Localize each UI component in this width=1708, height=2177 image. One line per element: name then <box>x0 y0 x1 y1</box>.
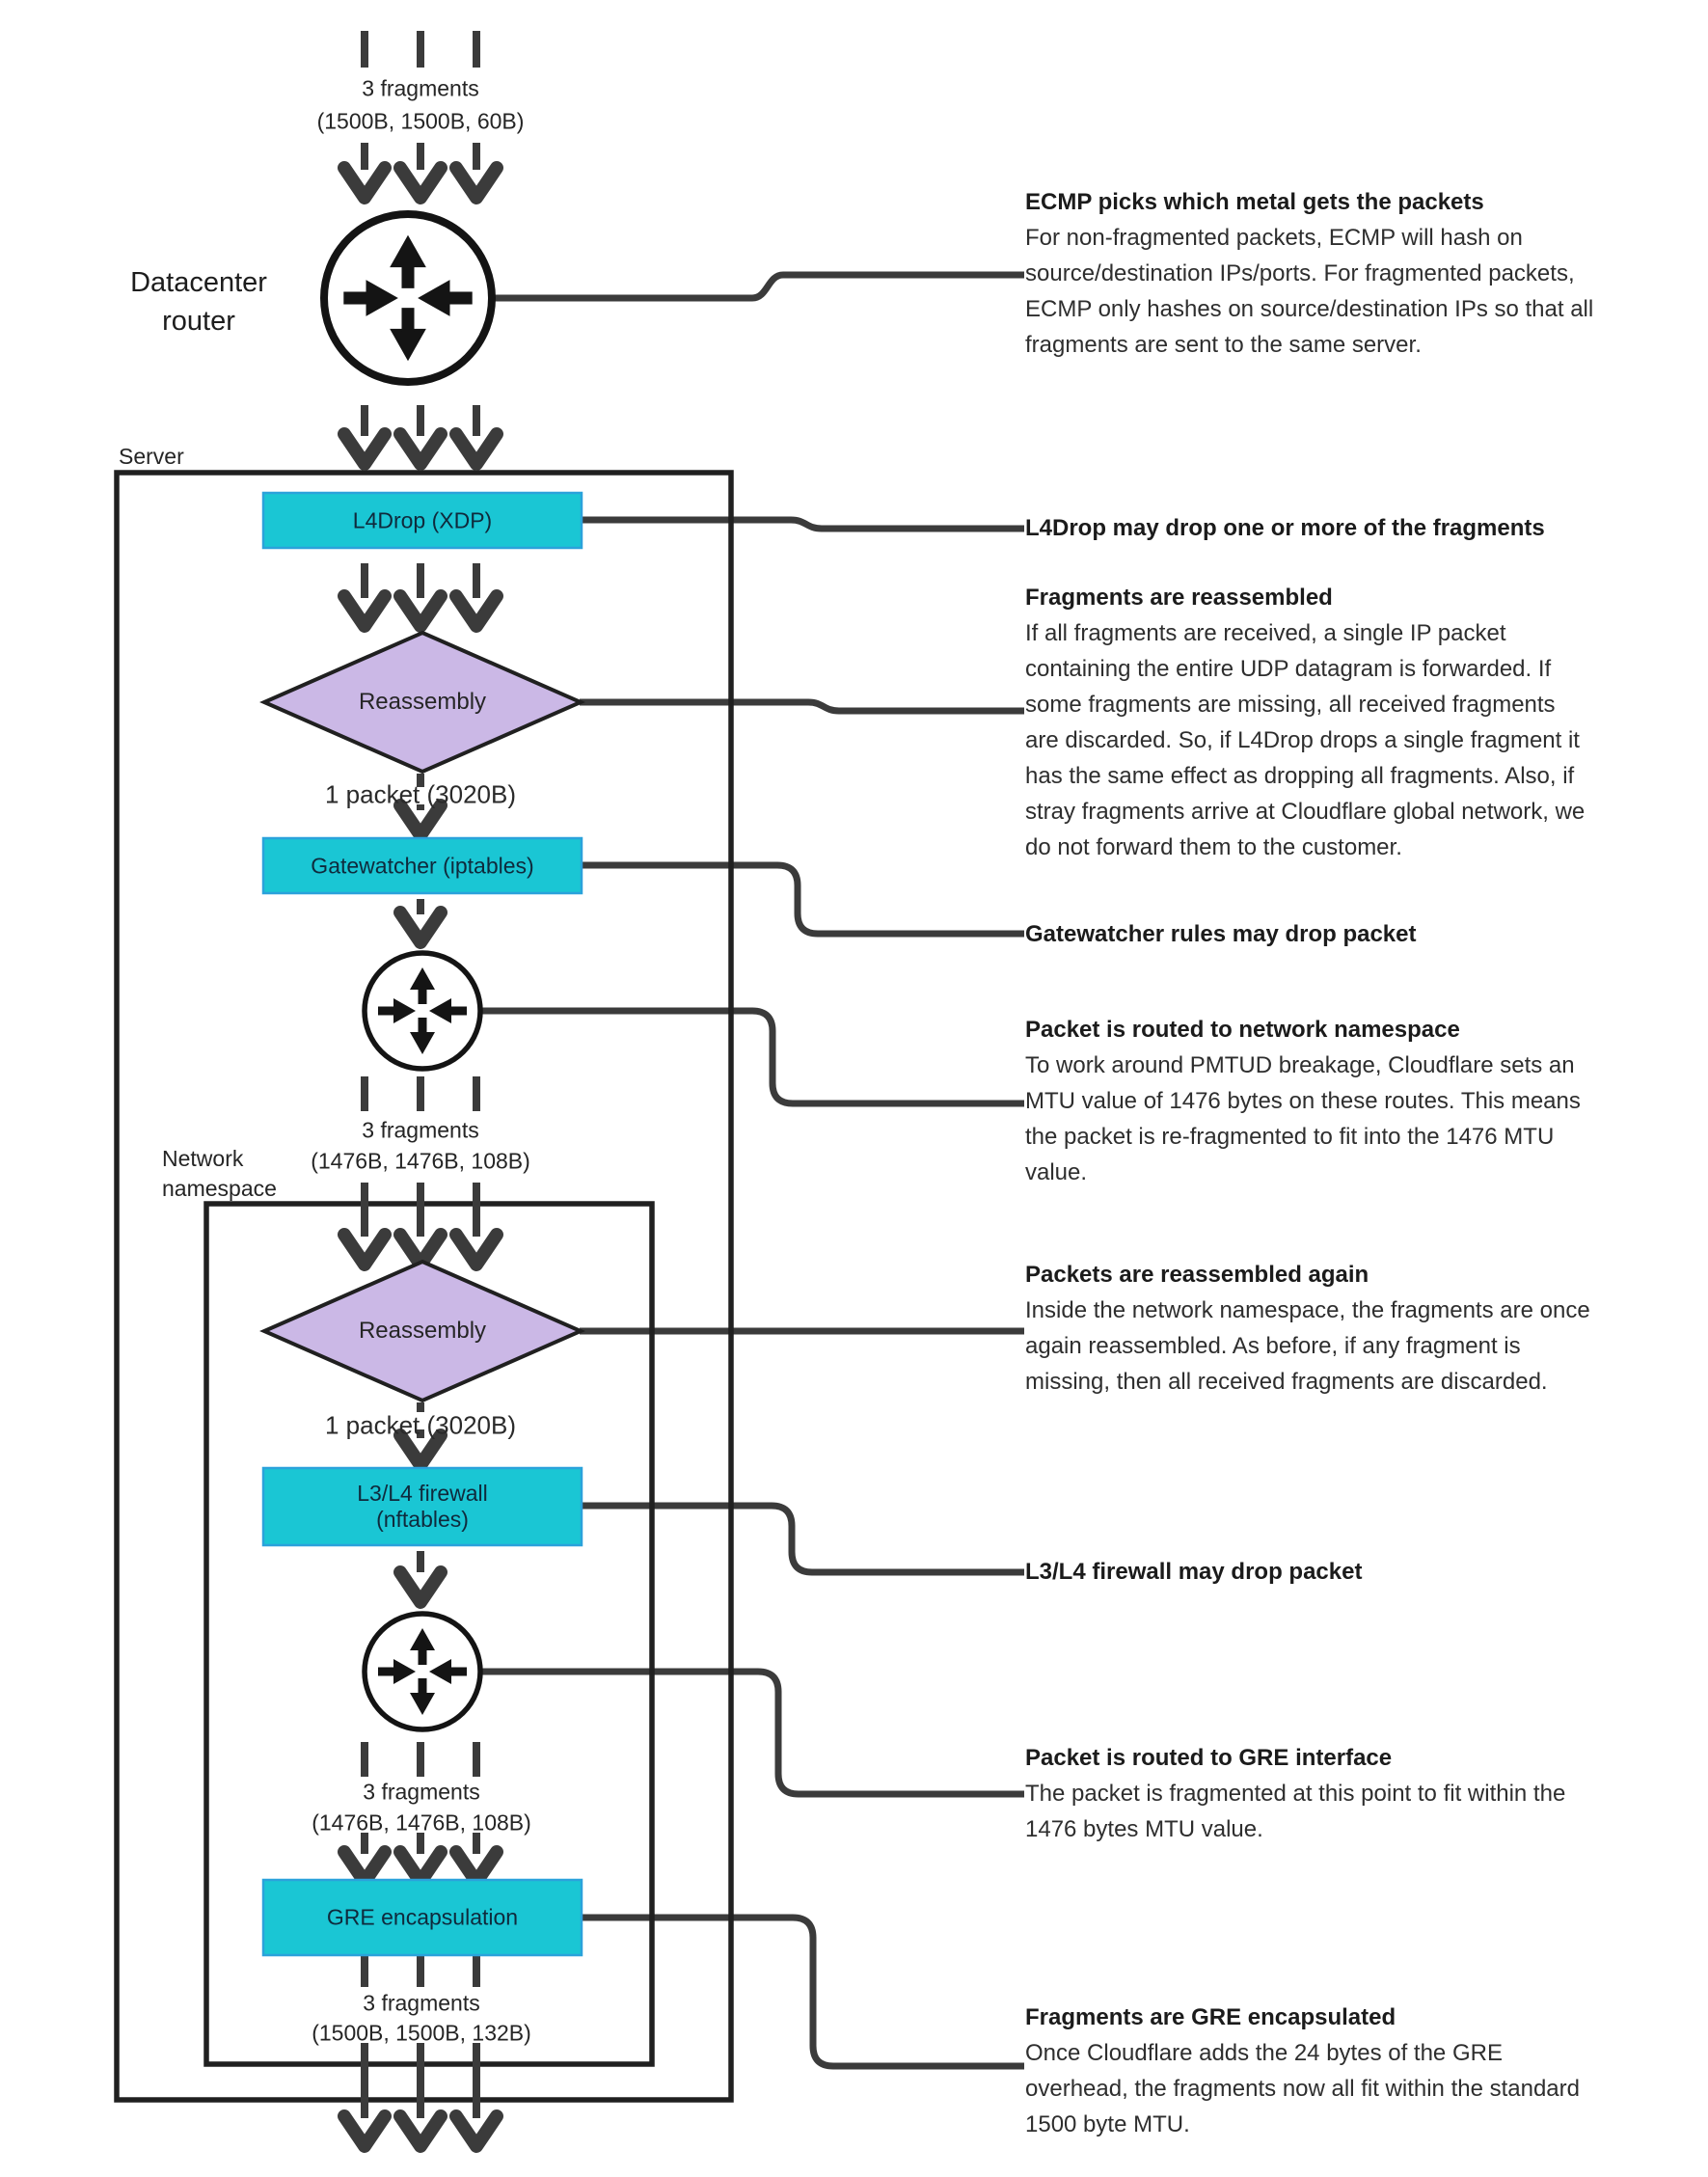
connector-ecmp <box>493 275 1024 298</box>
annotation-gre-interface <box>1025 1740 1708 1847</box>
annotation-line: some fragments are missing, all received fragments <box>1025 692 1556 718</box>
annotation-l3l4 <box>1025 1554 1708 1590</box>
network-namespace-label-line1: Network <box>162 1146 244 1171</box>
packet-1-label: 1 packet (3020B) <box>324 779 517 809</box>
l3l4-firewall-label-line1: L3/L4 firewall <box>357 1481 488 1506</box>
annotation-line: fragments are sent to the same server. <box>1025 332 1422 358</box>
bottom-fragments-sizes: (1500B, 1500B, 132B) <box>312 2020 531 2046</box>
annotation-l4drop <box>1025 510 1708 546</box>
annotation-line: stray fragments arrive at Cloudflare global network, we <box>1025 799 1586 825</box>
annotation-line: containing the entire UDP datagram is forwarded. If <box>1025 656 1552 682</box>
connector-gre-encap <box>583 1918 1024 2066</box>
annotation-line: MTU value of 1476 bytes on these routes. This means <box>1025 1088 1581 1114</box>
annotation-title: Fragments are reassembled <box>1025 585 1333 611</box>
annotation-line: value. <box>1025 1159 1088 1185</box>
annotation-line: ECMP only hashes on source/destination IPs so that all <box>1025 296 1594 322</box>
annotation-gatewatcher <box>1025 916 1708 952</box>
connector-l4drop <box>583 520 1024 529</box>
l3l4-firewall-label-line2: (nftables) <box>376 1507 469 1532</box>
annotation-reassembled <box>1025 580 1708 865</box>
annotation-line: To work around PMTUD breakage, Cloudflare sets an <box>1025 1052 1575 1078</box>
annotation-line: are discarded. So, if L4Drop drops a single fragment it <box>1025 727 1580 753</box>
router-icon-namespace <box>365 1614 480 1729</box>
l4drop-label: L4Drop (XDP) <box>352 507 493 533</box>
annotation-title: L4Drop may drop one or more of the fragments <box>1025 515 1545 541</box>
annotation-line: Inside the network namespace, the fragments are once <box>1025 1297 1590 1323</box>
annotation-line: 1476 bytes MTU value. <box>1025 1816 1263 1842</box>
annotation-line: For non-fragmented packets, ECMP will hash on <box>1025 225 1523 251</box>
bottom-fragments-label: 3 fragments <box>363 1990 480 2016</box>
gre-in-fragments-sizes: (1476B, 1476B, 108B) <box>312 1810 531 1836</box>
flow-arrows <box>344 143 497 2146</box>
reassembly-2-label: Reassembly <box>358 1318 487 1344</box>
annotation-title: Gatewatcher rules may drop packet <box>1025 921 1417 947</box>
annotation-line: 1500 byte MTU. <box>1025 2111 1190 2137</box>
annotation-line: Once Cloudflare adds the 24 bytes of the GRE <box>1025 2040 1503 2066</box>
annotation-title: Packets are reassembled again <box>1025 1262 1369 1288</box>
annotation-line: the packet is re-fragmented to fit into the 1476 MTU <box>1025 1124 1555 1150</box>
annotation-line: The packet is fragmented at this point to fit within the <box>1025 1781 1566 1807</box>
router-icon-server <box>365 953 480 1069</box>
annotation-title: Fragments are GRE encapsulated <box>1025 2004 1396 2030</box>
connector-l3l4 <box>583 1506 1024 1572</box>
annotation-title: Packet is routed to GRE interface <box>1025 1745 1393 1771</box>
top-fragments-sizes: (1500B, 1500B, 60B) <box>316 108 525 134</box>
datacenter-router-label-line2: router <box>162 306 235 337</box>
annotation-title: L3/L4 firewall may drop packet <box>1025 1559 1363 1585</box>
annotation-gre-encapsulated <box>1025 2000 1708 2142</box>
packet-2-label: 1 packet (3020B) <box>324 1410 517 1440</box>
annotation-title: Packet is routed to network namespace <box>1025 1017 1460 1043</box>
connector-gre-interface <box>481 1672 1024 1794</box>
annotation-line: source/destination IPs/ports. For fragmented packets, <box>1025 260 1575 286</box>
annotation-line: do not forward them to the customer. <box>1025 834 1402 860</box>
annotation-ecmp <box>1025 184 1708 363</box>
network-namespace-label <box>162 1144 277 1204</box>
annotation-line: missing, then all received fragments are discarded. <box>1025 1369 1548 1395</box>
annotation-line: overhead, the fragments now all fit within the standard <box>1025 2076 1580 2102</box>
reassembly-1-label: Reassembly <box>358 689 487 715</box>
connector-route-namespace <box>478 1011 1024 1103</box>
annotation-line: If all fragments are received, a single IP packet <box>1025 620 1506 646</box>
annotation-title: ECMP picks which metal gets the packets <box>1025 189 1484 215</box>
datacenter-router-label <box>130 263 267 340</box>
server-label: Server <box>119 444 184 469</box>
annotation-reassembled-again <box>1025 1257 1708 1400</box>
top-fragments-label: 3 fragments <box>362 75 479 101</box>
connector-gatewatcher <box>583 865 1024 934</box>
mid-fragments-label: 3 fragments <box>362 1117 479 1143</box>
annotation-line: again reassembled. As before, if any fragment is <box>1025 1333 1521 1359</box>
l3l4-firewall-label <box>357 1481 488 1533</box>
annotation-routed-namespace <box>1025 1012 1708 1190</box>
connector-reassembly-1 <box>580 702 1024 711</box>
gre-in-fragments-label: 3 fragments <box>363 1779 480 1805</box>
gre-encapsulation-label: GRE encapsulation <box>326 1904 519 1930</box>
router-icon-datacenter <box>324 214 492 382</box>
gatewatcher-label: Gatewatcher (iptables) <box>311 853 534 879</box>
datacenter-router-label-line1: Datacenter <box>130 267 267 298</box>
annotation-line: has the same effect as dropping all fragments. Also, if <box>1025 763 1575 789</box>
network-namespace-label-line2: namespace <box>162 1176 277 1201</box>
mid-fragments-sizes: (1476B, 1476B, 108B) <box>311 1148 530 1174</box>
